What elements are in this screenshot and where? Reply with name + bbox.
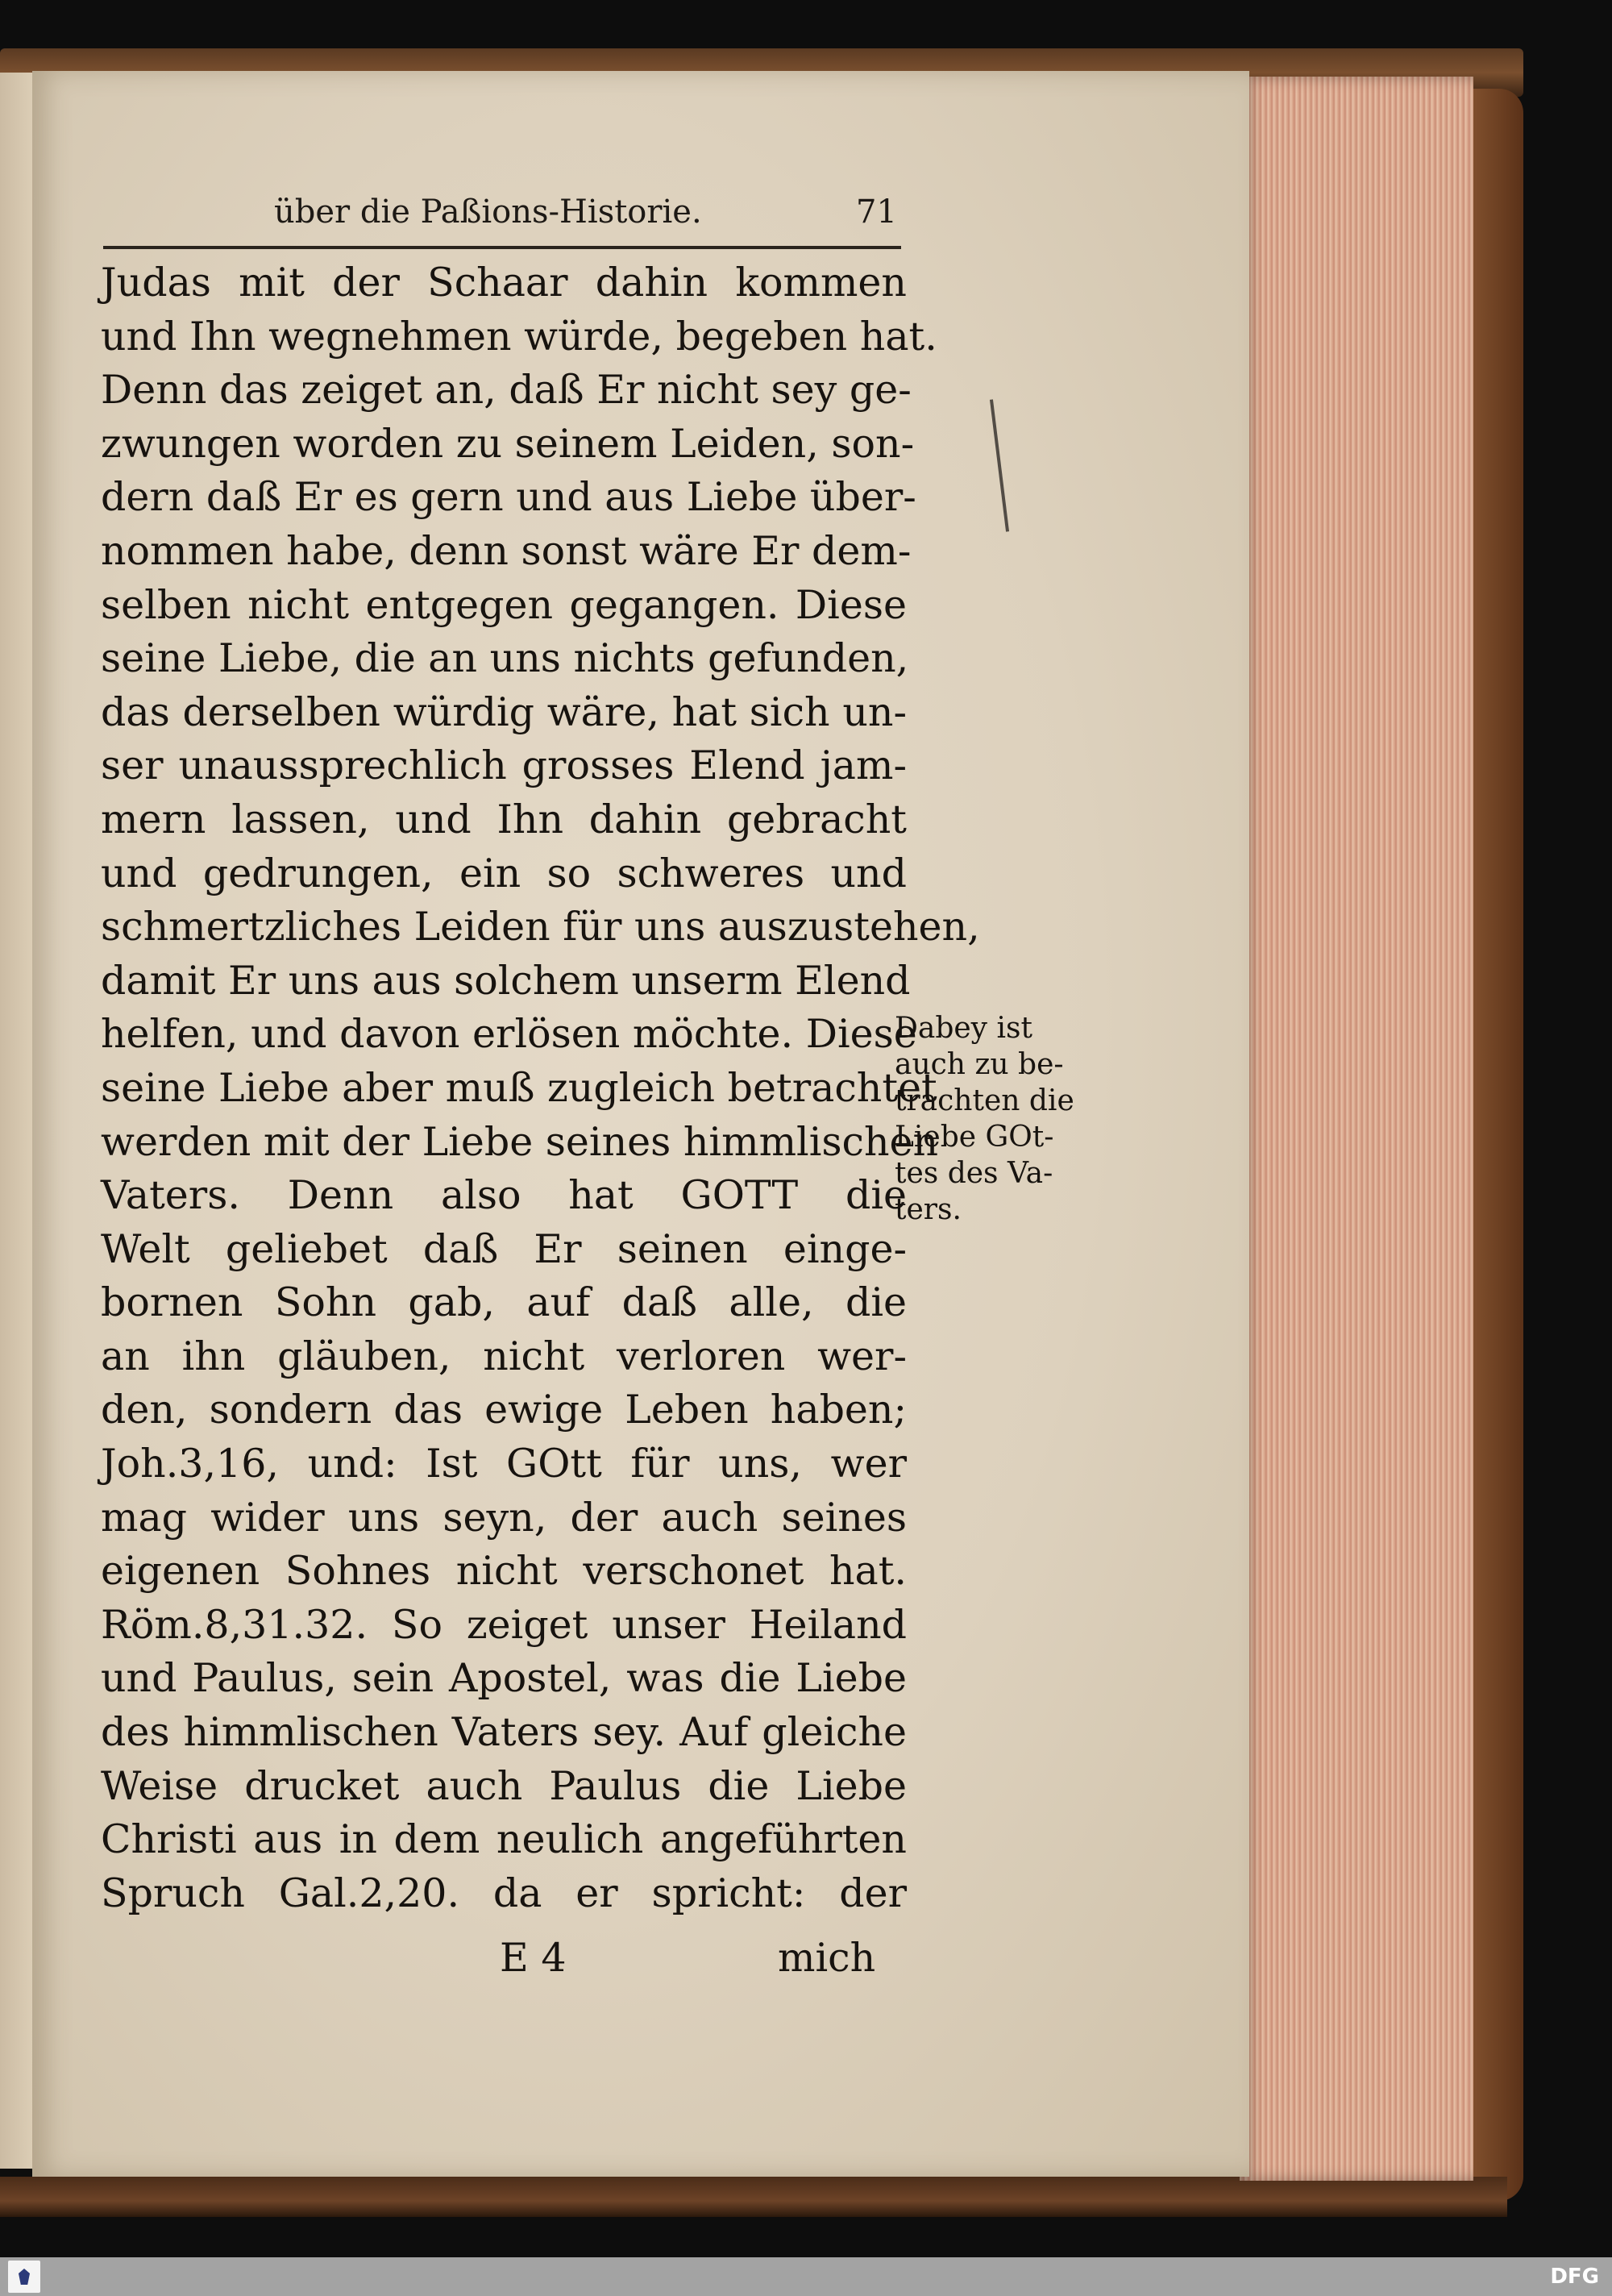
text-line: Joh.3,16, und: Ist GOtt für uns, wer [101,1441,907,1487]
running-title: über die Paßions-Historie. [274,193,702,231]
text-line: damit Er uns aus solchem unserm Elend [101,957,911,1004]
text-line: Christi aus in dem neulich angeführten [101,1816,907,1863]
text-line: des himmlischen Vaters sey. Auf gleiche [101,1709,907,1756]
text-line: ser unaussprechlich grosses Elend jam- [101,742,907,789]
margin-note-line: tes des Va- [895,1157,1053,1190]
margin-note [895,1010,1088,1228]
text-line: Welt geliebet daß Er seinen einge- [101,1225,907,1272]
dfg-label: DFG [1550,2265,1599,2289]
catchword: mich [778,1935,876,1981]
text-line: Denn das zeiget an, daß Er nicht sey ge- [101,367,912,414]
page-number: 71 [856,193,897,231]
text-line: Weise drucket auch Paulus die Liebe [101,1762,907,1809]
text-line: eigenen Sohnes nicht verschonet hat. [101,1548,907,1595]
book-cover-bottom [0,2177,1507,2217]
text-line: Spruch Gal.2,20. da er spricht: der [101,1870,907,1916]
text-line: und Paulus, sein Apostel, was die Liebe [101,1655,907,1702]
margin-note-line: trachten die [895,1084,1074,1117]
header-rule [103,246,901,249]
text-line: Vaters. Denn also hat GOTT die [101,1172,907,1219]
page-block-edge [1240,77,1473,2181]
text-line: und gedrungen, ein so schweres und [101,850,907,896]
running-head [242,193,903,242]
text-line: seine Liebe, die an uns nichts gefunden, [101,635,909,682]
margin-note-line: ters. [895,1193,962,1226]
text-line: seine Liebe aber muß zugleich betrachtet [101,1064,937,1111]
text-line: Judas mit der Schaar dahin kommen [101,260,907,306]
text-line: werden mit der Liebe seines himmlischen [101,1118,939,1165]
margin-note-line: Liebe GOt- [895,1121,1054,1154]
text-line: nommen habe, denn sonst wäre Er dem- [101,527,912,574]
library-logo-icon [8,2261,40,2293]
text-line: das derselben würdig wäre, hat sich un- [101,688,907,735]
text-line: helfen, und davon erlösen möchte. Diese [101,1011,917,1058]
text-line: Röm.8,31.32. So zeiget unser Heiland [101,1601,907,1648]
text-line: dern daß Er es gern und aus Liebe über- [101,474,916,521]
text-line: bornen Sohn gab, auf daß alle, die [101,1279,907,1326]
margin-note-line: auch zu be- [895,1048,1064,1081]
signature-mark: E 4 [500,1935,567,1981]
viewer-footer-bar [0,2257,1612,2296]
text-line: und Ihn wegnehmen würde, begeben hat. [101,313,937,360]
page-footer [500,1935,876,1983]
text-line: an ihn gläuben, nicht verloren wer- [101,1333,907,1379]
text-line: selben nicht entgegen gegangen. Diese [101,581,907,628]
text-line: den, sondern das ewige Leben haben; [101,1387,907,1433]
text-line: mern lassen, und Ihn dahin gebracht [101,796,907,842]
text-line: zwungen worden zu seinem Leiden, son- [101,420,915,467]
margin-note-line: Dabey ist [895,1012,1032,1045]
text-line: schmertzliches Leiden für uns auszustehen, [101,904,980,950]
text-line: mag wider uns seyn, der auch seines [101,1494,907,1541]
